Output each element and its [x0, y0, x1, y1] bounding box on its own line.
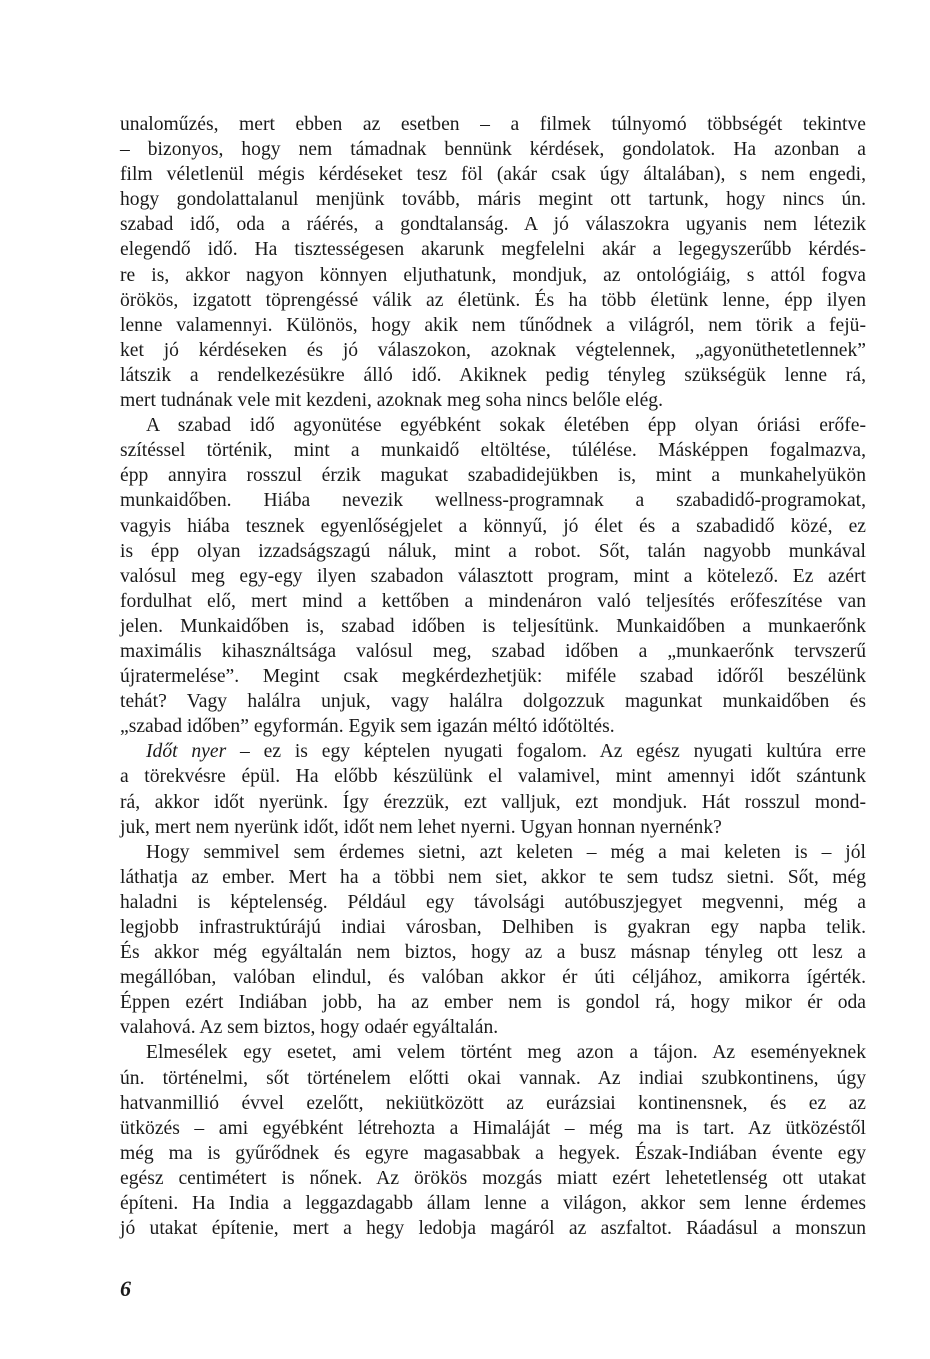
line-text: látszik a rendelkezésükre álló idő. Akiknek pedig tényleg szükségük lenne rá, — [120, 364, 866, 386]
line-text: legjobb infrastruktúrájú indiai városban, Delhiben is gyakran egy napba telik. — [120, 917, 866, 938]
text-line — [120, 990, 866, 1015]
line-text: munkaidőben. Hiába nevezik wellness-programnak a szabadidő-programokat, — [120, 490, 866, 512]
line-text: haladni is képtelenség. Például egy távolsági autóbuszjegyet megvenni, még a — [120, 891, 866, 913]
text-line — [120, 463, 866, 488]
text-line — [120, 865, 866, 890]
paragraph — [120, 840, 866, 1041]
line-text: újratermelése”. Megint csak megkérdezhetjük: miféle szabad időről beszélünk — [120, 666, 866, 688]
text-line — [120, 388, 866, 413]
body-text — [120, 112, 866, 1241]
text-line — [120, 237, 866, 262]
text-line — [120, 940, 866, 965]
line-text: szítéssel történik, mint a munkaidő eltöltése, túlélése. Másképpen fogalmazva, — [120, 440, 866, 462]
line-text: épp annyira rosszul érzik magukat szabadidejükben is, mint a munkahelyükön — [120, 465, 866, 487]
paragraph — [120, 1040, 866, 1241]
text-line — [120, 614, 866, 639]
line-text: is épp olyan izzadságszagú náluk, mint a robot. Sőt, talán nagyobb munkával — [120, 540, 866, 562]
text-line — [120, 589, 866, 614]
line-text: vagyis hiába tesznek egyenlőségjelet a könnyű, jó élet és a szabadidő közé, ez — [120, 515, 866, 537]
line-text: valósul meg egy-egy ilyen szabadon választott program, mint a kötelező. Ez azért — [120, 565, 866, 587]
line-text: Éppen ezért Indiában jobb, ha az ember nem is gondol rá, hogy mikor ér oda — [120, 992, 866, 1014]
line-text: hogy gondolattalanul menjünk tovább, máris megint ott tartunk, hogy nincs ún. — [120, 189, 866, 211]
line-text: egész centimétert is nőnek. Az örökös mozgás miatt ezért lehetetlenség ott utakat — [120, 1167, 866, 1189]
line-text: lenne valamennyi. Különös, hogy akik nem tűnődnek a világról, nem törik a fejü- — [120, 314, 866, 336]
text-line — [120, 790, 866, 815]
paragraph — [120, 112, 866, 413]
text-line — [120, 137, 866, 162]
line-text: szabad idő, oda a ráérés, a gondtalanság. A jó válaszokra ugyanis nem létezik — [120, 214, 866, 236]
line-text: film véletlenül mégis kérdéseket tesz föl (akár csak úgy általában), s nem engedi, — [120, 164, 866, 186]
text-line — [120, 1066, 866, 1091]
page-number: 6 — [120, 1276, 131, 1301]
line-text: elegendő idő. Ha tisztességesen akarunk megfelelni akár a legegyszerűbb kérdés- — [120, 239, 866, 261]
line-text: mert tudnának vele mit kezdeni, azoknak meg soha nincs belőle elég. — [120, 390, 663, 412]
text-line — [120, 187, 866, 212]
text-line — [120, 1216, 866, 1241]
text-line — [120, 639, 866, 664]
text-line — [120, 514, 866, 539]
text-line — [120, 539, 866, 564]
line-text: valahová. Az sem biztos, hogy odaér egyáltalán. — [120, 1017, 499, 1039]
text-line — [120, 1091, 866, 1116]
line-text: fordulhat elő, mert mind a kettőben a mindenáron való teljesítés erőfeszítése van — [120, 590, 866, 612]
italic-term: Időt nyer — [146, 741, 227, 763]
text-line — [120, 1141, 866, 1166]
line-text: a törekvésre épül. Ha előbb készülünk el valamivel, mint amennyi időt szántunk — [120, 766, 866, 788]
text-line — [120, 1040, 866, 1065]
paragraph — [120, 739, 866, 839]
text-line — [120, 1191, 866, 1216]
line-text: ún. történelmi, sőt történelem előtti okai vannak. Az indiai szubkontinens, úgy — [120, 1067, 866, 1089]
line-text: „szabad időben” egyformán. Egyik sem igazán méltó időtöltés. — [120, 716, 615, 738]
line-text: jelen. Munkaidőben is, szabad időben is teljesítünk. Munkaidőben a munkaerőnk — [120, 615, 866, 637]
text-line — [120, 162, 866, 187]
line-text: – ez is egy képtelen nyugati fogalom. Az egész nyugati kultúra erre — [226, 741, 866, 763]
line-text: unaloműzés, mert ebben az esetben – a filmek túlnyomó többségét tekintve — [120, 114, 866, 135]
line-text: maximális kihasználtsága valósul meg, szabad időben a „munkaerőnk tervszerű — [120, 640, 866, 662]
text-line — [120, 764, 866, 789]
line-text: megállóban, valóban elindul, és valóban akkor ér úti céljához, amikorra ígérték. — [120, 967, 866, 989]
line-text: rá, akkor időt nyerünk. Így érezzük, ezt valljuk, ezt mondjuk. Hát rosszul mond- — [120, 791, 866, 813]
text-line — [120, 1166, 866, 1191]
text-line — [120, 1015, 866, 1040]
line-text: juk, mert nem nyerünk időt, időt nem lehet nyerni. Ugyan honnan nyernénk? — [120, 816, 722, 838]
line-text: ket jó kérdéseken és jó válaszokon, azoknak végtelennek, „agyonüthetetlennek” — [120, 339, 866, 361]
text-line — [120, 438, 866, 463]
line-text: re is, akkor nagyon könnyen eljuthatunk, mondjuk, az ontológiáig, s attól fogva — [120, 264, 866, 286]
text-line — [120, 338, 866, 363]
line-text: még ma is gyűrődnek és egyre magasabbak a hegyek. Észak-Indiában évente egy — [120, 1142, 866, 1164]
line-text: tehát? Vagy halálra unjuk, vagy halálra dolgozzuk magunkat munkaidőben és — [120, 691, 866, 713]
paragraph — [120, 413, 866, 739]
text-line — [120, 965, 866, 990]
line-text: Elmesélek egy esetet, ami velem történt meg azon a tájon. Az eseményeknek — [146, 1042, 866, 1064]
text-line — [120, 739, 866, 764]
text-line — [120, 840, 866, 865]
text-line — [120, 488, 866, 513]
text-line — [120, 714, 866, 739]
text-line — [120, 1116, 866, 1141]
text-line — [120, 890, 866, 915]
line-text: Hogy semmivel sem érdemes sietni, azt keleten – még a mai keleten is – jól — [146, 841, 866, 863]
line-text: örökös, izgatott töprengéssé válik az életünk. És ha több életünk lenne, épp ilyen — [120, 289, 866, 311]
text-line — [120, 112, 866, 137]
text-line — [120, 664, 866, 689]
text-line — [120, 564, 866, 589]
line-text: építeni. Ha India a leggazdagabb állam lenne a világon, akkor sem lenne érdemes — [120, 1193, 866, 1215]
text-line — [120, 413, 866, 438]
text-line — [120, 915, 866, 940]
line-text: hatvanmillió évvel ezelőtt, nekiütközött az eurázsiai kontinensnek, és ez az — [120, 1092, 866, 1114]
line-text: – bizonyos, hogy nem támadnak bennünk kérdések, gondolatok. Ha azonban a — [120, 139, 866, 161]
text-line — [120, 313, 866, 338]
line-text: láthatja az ember. Mert ha a többi nem siet, akkor te sem tudsz sietni. Sőt, még — [120, 866, 866, 888]
line-text: A szabad idő agyonütése egyébként sokak életében épp olyan óriási erőfe- — [146, 415, 866, 437]
text-line — [120, 689, 866, 714]
text-line — [120, 363, 866, 388]
line-text: jó utakat építenie, mert a hegy ledobja magáról az aszfaltot. Ráadásul a monszun — [120, 1218, 866, 1240]
text-line — [120, 263, 866, 288]
text-line — [120, 288, 866, 313]
line-text: ütközés – ami egyébként létrehozta a Himaláját – még ma is tart. Az ütközéstől — [120, 1117, 866, 1139]
line-text: És akkor még egyáltalán nem biztos, hogy az a busz másnap tényleg ott lesz a — [120, 942, 866, 964]
text-line — [120, 212, 866, 237]
text-line — [120, 815, 866, 840]
